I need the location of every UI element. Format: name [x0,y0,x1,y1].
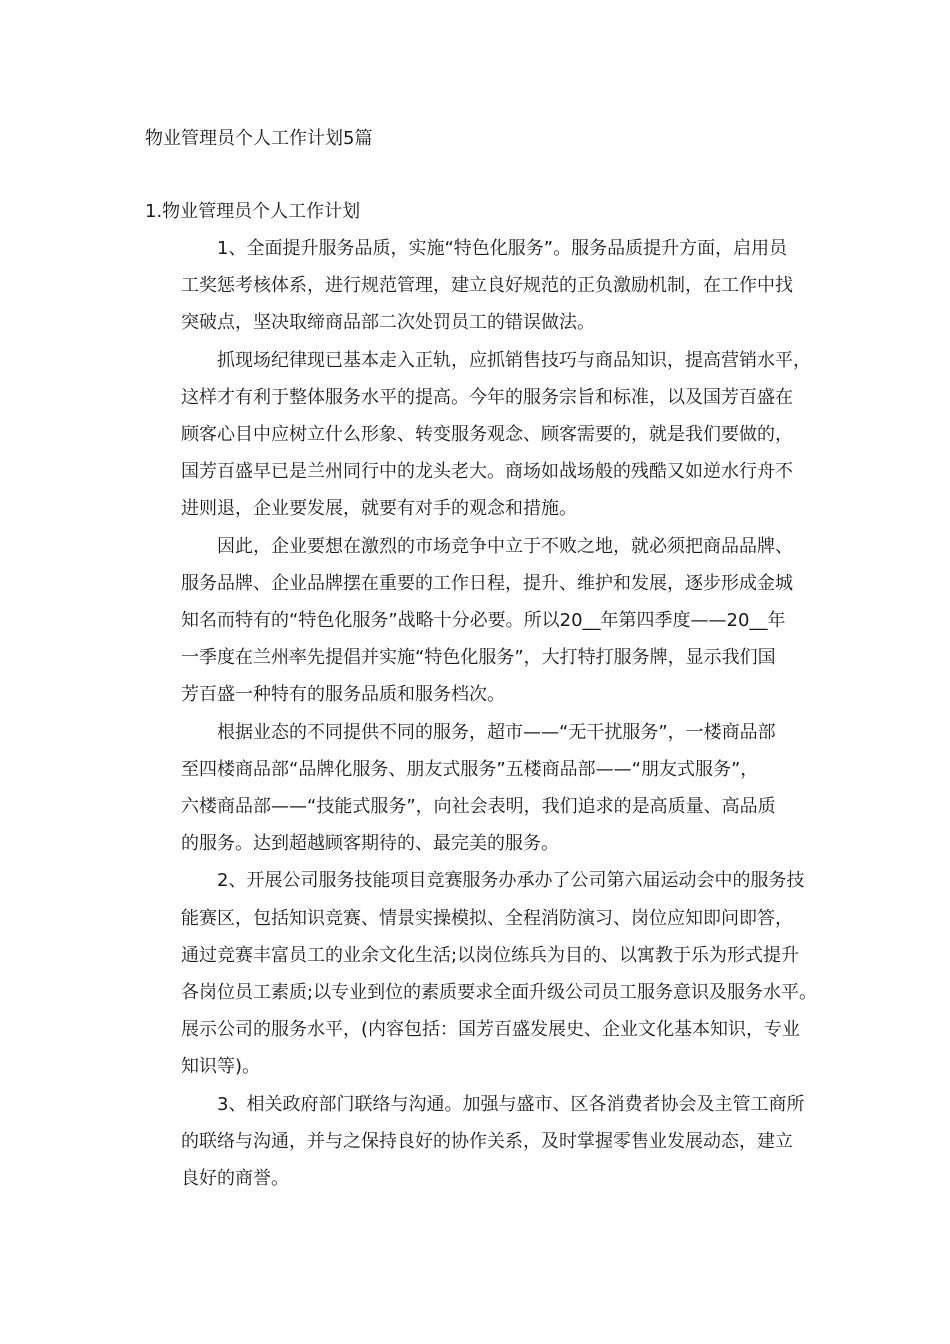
paragraph-service-quality [145,230,815,342]
text-line: 能赛区，包括知识竞赛、情景实操模拟、全程消防演习、岗位应知即问即答， [181,907,793,929]
document-body [145,230,818,1197]
text-line: 芳百盛一种特有的服务品质和服务档次。 [181,684,505,706]
text-line: 至四楼商品部“品牌化服务、朋友式服务”五楼商品部——“朋友式服务”， [181,758,759,780]
text-line: 服务品牌、企业品牌摆在重要的工作日程，提升、维护和发展，逐步形成金城 [181,572,793,594]
text-line: 的联络与沟通，并与之保持良好的协作关系，及时掌握零售业发展动态，建立 [181,1130,793,1152]
text-line: 顾客心目中应树立什么形象、转变服务观念、顾客需要的，就是我们要做的， [181,424,793,446]
text-line: 六楼商品部——“技能式服务”，向社会表明，我们追求的是高质量、高品质 [181,796,776,818]
text-line: 1、全面提升服务品质，实施“特色化服务”。服务品质提升方面，启用员 [217,238,788,259]
text-line: 知识等)。 [181,1056,261,1078]
text-line: 抓现场纪律现已基本走入正轨，应抓销售技巧与商品知识，提高营销水平， [217,349,811,371]
text-line: 工奖惩考核体系，进行规范管理，建立良好规范的正负激励机制，在工作中找 [181,275,793,297]
text-line: 通过竞赛丰富员工的业余文化生活;以岗位练兵为目的、以寓教于乐为形式提升 [181,944,800,966]
text-line: 国芳百盛早已是兰州同行中的龙头老大。商场如战场般的残酷又如逆水行舟不 [181,461,793,483]
paragraph-service-types [145,714,815,863]
paragraph-discipline [145,342,815,528]
document-title: 物业管理员个人工作计划5篇 [145,128,373,149]
text-line: 3、相关政府部门联络与沟通。加强与盛市、区各消费者协会及主管工商所 [217,1093,805,1115]
text-line: 2、开展公司服务技能项目竞赛服务办承办了公司第六届运动会中的服务技 [217,870,805,892]
paragraph-skills-competition [145,862,818,1085]
text-line: 突破点，坚决取缔商品部二次处罚员工的错误做法。 [181,312,595,334]
text-line: 的服务。达到超越顾客期待的、最完美的服务。 [181,833,559,855]
text-line: 一季度在兰州率先提倡并实施“特色化服务”，大打特打服务牌，显示我们国 [181,647,776,669]
text-line: 这样才有利于整体服务水平的提高。今年的服务宗旨和标准，以及国芳百盛在 [181,386,793,408]
section-heading: 1.物业管理员个人工作计划 [145,201,361,222]
text-line: 各岗位员工素质;以专业到位的素质要求全面升级公司员工服务意识及服务水平。 [181,982,818,1004]
paragraph-brand-strategy [145,528,815,714]
text-line: 根据业态的不同提供不同的服务，超市——“无干扰服务”，一楼商品部 [217,721,776,743]
text-line: 因此，企业要想在激烈的市场竞争中立于不败之地，就必须把商品品牌、 [217,535,793,557]
text-line: 知名而特有的“特色化服务”战略十分必要。所以20__年第四季度——20__年 [181,610,786,632]
text-line: 良好的商誉。 [181,1168,289,1190]
paragraph-government-liaison [145,1086,815,1198]
text-line: 进则退，企业要发展，就要有对手的观念和措施。 [181,498,577,520]
text-line: 展示公司的服务水平，(内容包括：国芳百盛发展史、企业文化基本知识，专业 [181,1019,801,1041]
